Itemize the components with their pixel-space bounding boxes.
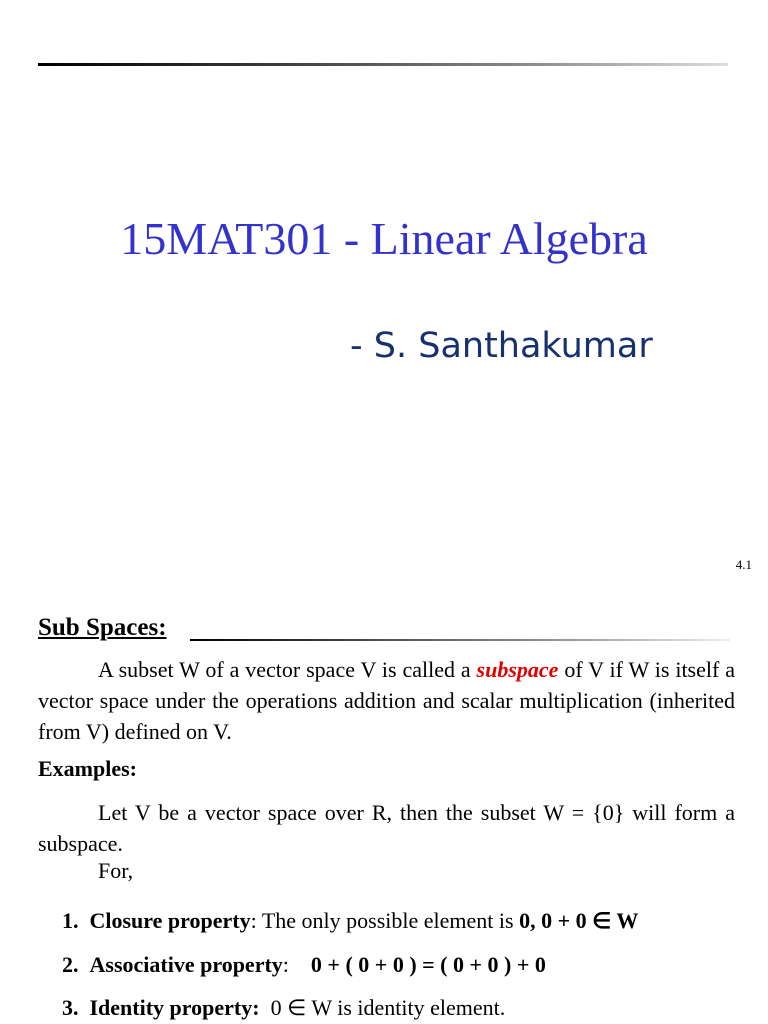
slide-title: 15MAT301 - Linear Algebra: [120, 213, 648, 264]
subspace-term: subspace: [476, 657, 559, 682]
author-name: - S. Santhakumar: [350, 326, 653, 366]
property-math: 0 ∈ W is identity element.: [270, 995, 506, 1020]
for-text: For,: [98, 858, 134, 883]
list-number: 2.: [62, 952, 79, 977]
property-text: [289, 952, 311, 977]
definition-after: of V if W is itself a vector space under the operations addition and scalar multiplication (inherited from V) defined on V.: [38, 657, 735, 744]
content-slide: [0, 590, 768, 1024]
property-sep: :: [282, 952, 289, 977]
property-name: Closure property: [89, 908, 251, 933]
list-item: [62, 908, 638, 934]
list-item: [62, 995, 505, 1021]
list-number: 1.: [62, 908, 79, 933]
property-sep: :: [250, 908, 257, 933]
property-text: [260, 995, 271, 1020]
property-name: Associative property: [89, 952, 283, 977]
property-math: 0, 0 + 0 ∈ W: [519, 908, 639, 933]
heading-divider: [190, 639, 730, 641]
definition-paragraph: [38, 654, 735, 747]
property-math: 0 + ( 0 + 0 ) = ( 0 + 0 ) + 0: [310, 952, 546, 977]
example-paragraph: [38, 797, 735, 859]
definition-before: A subset W of a vector space V is called a: [98, 657, 477, 682]
top-divider: [38, 63, 728, 66]
page-number: 4.1: [735, 557, 752, 572]
list-item: [62, 952, 546, 978]
examples-label: Examples:: [38, 756, 137, 781]
property-text: The only possible element is: [256, 908, 520, 933]
list-number: 3.: [62, 995, 79, 1020]
section-heading: Sub Spaces:: [38, 614, 167, 641]
property-name: Identity property:: [89, 995, 260, 1020]
example-text: Let V be a vector space over R, then the subset W = {0} will form a subspace.: [38, 800, 735, 856]
